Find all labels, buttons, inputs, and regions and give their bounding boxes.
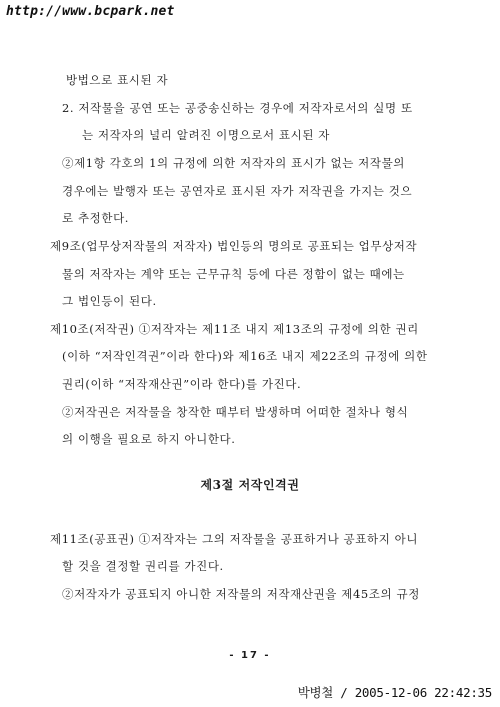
text-line: ②저작권은 저작물을 창작한 때부터 발생하며 어떠한 절차나 형식	[62, 405, 409, 419]
text-line: 할 것을 결정할 권리를 가진다.	[62, 559, 224, 573]
text-line: 2. 저작물을 공연 또는 공중송신하는 경우에 저작자로서의 실명 또	[62, 101, 413, 115]
text-line: 방법으로 표시된 자	[66, 73, 169, 87]
article-9-line: 제9조(업무상저작물의 저작자) 법인등의 명의로 공표되는 업무상저작	[50, 239, 418, 253]
text-line: 는 저작자의 널리 알려진 이명으로서 표시된 자	[82, 128, 331, 142]
text-line: 의 이행을 필요로 하지 아니한다.	[62, 432, 236, 446]
text-line: (이하 “저작인격권”이라 한다)와 제16조 내지 제22조의 규정에 의한	[62, 349, 428, 363]
article-10-line: 제10조(저작권) ①저작자는 제11조 내지 제13조의 규정에 의한 권리	[50, 322, 419, 336]
section-heading: 제3절 저작인격권	[200, 478, 300, 492]
text-line: 물의 저작자는 계약 또는 근무규칙 등에 다른 정함이 없는 때에는	[62, 267, 405, 281]
text-line: ②제1항 각호의 1의 규정에 의한 저작자의 표시가 없는 저작물의	[62, 156, 405, 170]
url-watermark: http://www.bcpark.net	[6, 4, 175, 19]
page-number: - 17 -	[229, 650, 271, 661]
text-line: 로 추정한다.	[62, 211, 130, 225]
text-line: 경우에는 발행자 또는 공연자로 표시된 자가 저작권을 가지는 것으	[62, 184, 413, 198]
text-line: ②저작자가 공표되지 아니한 저작물의 저작재산권을 제45조의 규정	[62, 587, 420, 601]
text-line: 권리(이하 “저작재산권”이라 한다)를 가진다.	[62, 377, 302, 391]
author-timestamp: 박병철 / 2005-12-06 22:42:35	[297, 685, 492, 700]
article-11-line: 제11조(공표권) ①저작자는 그의 저작물을 공표하거나 공표하지 아니	[50, 532, 419, 546]
text-line: 그 법인등이 된다.	[62, 294, 157, 308]
